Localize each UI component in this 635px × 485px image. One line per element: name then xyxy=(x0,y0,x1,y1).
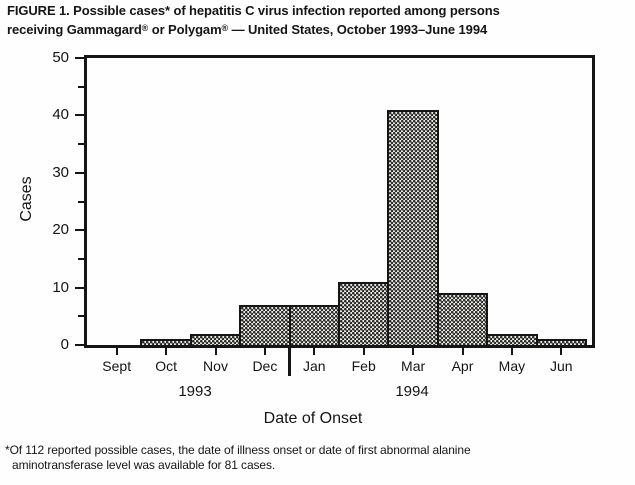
figure-title-line1: FIGURE 1. Possible cases* of hepatitis C virus infection reported among persons xyxy=(7,3,500,18)
bar-jan xyxy=(289,305,340,345)
x-axis-tick xyxy=(363,348,365,355)
y-axis-major-tick xyxy=(75,229,84,231)
y-axis-tick-label: 0 xyxy=(60,336,69,353)
footnote-line2: aminotransferase level was available for 81 cases. xyxy=(12,458,276,472)
x-axis-tick xyxy=(313,348,315,355)
x-axis-tick xyxy=(560,348,562,355)
y-axis-tick-label: 30 xyxy=(52,163,69,181)
x-axis-label: Date of Onset xyxy=(263,410,363,427)
y-axis-tick-label: 40 xyxy=(52,106,69,124)
bar-may xyxy=(486,334,537,345)
y-axis-tick-label: 10 xyxy=(52,278,69,296)
footnote xyxy=(5,443,631,473)
y-axis-major-tick xyxy=(75,287,84,289)
x-axis-tick xyxy=(462,348,464,355)
bar-oct xyxy=(140,339,191,345)
x-axis-tick xyxy=(116,348,118,355)
bar-dec xyxy=(239,305,290,345)
x-axis-tick-label-may: May xyxy=(498,358,526,374)
x-axis-tick-label-mar: Mar xyxy=(401,358,426,374)
y-axis-major-tick xyxy=(75,114,84,116)
bar-jun xyxy=(536,339,587,345)
figure-title-line2: receiving Gammagard® or Polygam® — United States, October 1993–June 1994 xyxy=(7,21,488,37)
year-divider-line xyxy=(288,345,291,376)
y-axis-minor-tick xyxy=(78,258,84,260)
bar-nov xyxy=(190,334,241,345)
x-axis-tick-label-jun: Jun xyxy=(550,358,573,374)
x-axis-tick-label-jan: Jan xyxy=(303,358,326,374)
figure-title xyxy=(7,3,631,38)
y-axis-minor-tick xyxy=(78,86,84,88)
x-axis-tick-label-feb: Feb xyxy=(351,358,376,374)
x-axis-tick xyxy=(412,348,414,355)
x-axis-tick xyxy=(215,348,217,355)
y-axis-tick-label: 50 xyxy=(52,49,69,66)
footnote-line1: *Of 112 reported possible cases, the date of illness onset or date of first abnormal alanine xyxy=(5,443,471,457)
bar-apr xyxy=(437,293,488,345)
x-axis-tick-label-sept: Sept xyxy=(102,358,132,374)
year-label-1993: 1993 xyxy=(178,383,212,400)
x-axis-tick xyxy=(511,348,513,355)
bar-feb xyxy=(338,282,389,345)
x-axis-tick-label-dec: Dec xyxy=(252,358,278,374)
x-axis-tick xyxy=(165,348,167,355)
bar-mar xyxy=(387,110,438,345)
y-axis-minor-tick xyxy=(78,201,84,203)
y-axis-tick-label: 20 xyxy=(52,221,69,239)
y-axis-minor-tick xyxy=(78,315,84,317)
year-label-1994: 1994 xyxy=(395,383,429,400)
y-axis-major-tick xyxy=(75,57,84,59)
y-axis-major-tick xyxy=(75,344,84,346)
y-axis-major-tick xyxy=(75,172,84,174)
x-axis-tick-label-apr: Apr xyxy=(451,358,474,374)
x-axis-tick-label-oct: Oct xyxy=(155,358,177,374)
x-axis-tick xyxy=(264,348,266,355)
y-axis-minor-tick xyxy=(78,143,84,145)
y-axis-label: Cases xyxy=(18,176,35,222)
x-axis-tick-label-nov: Nov xyxy=(203,358,228,374)
